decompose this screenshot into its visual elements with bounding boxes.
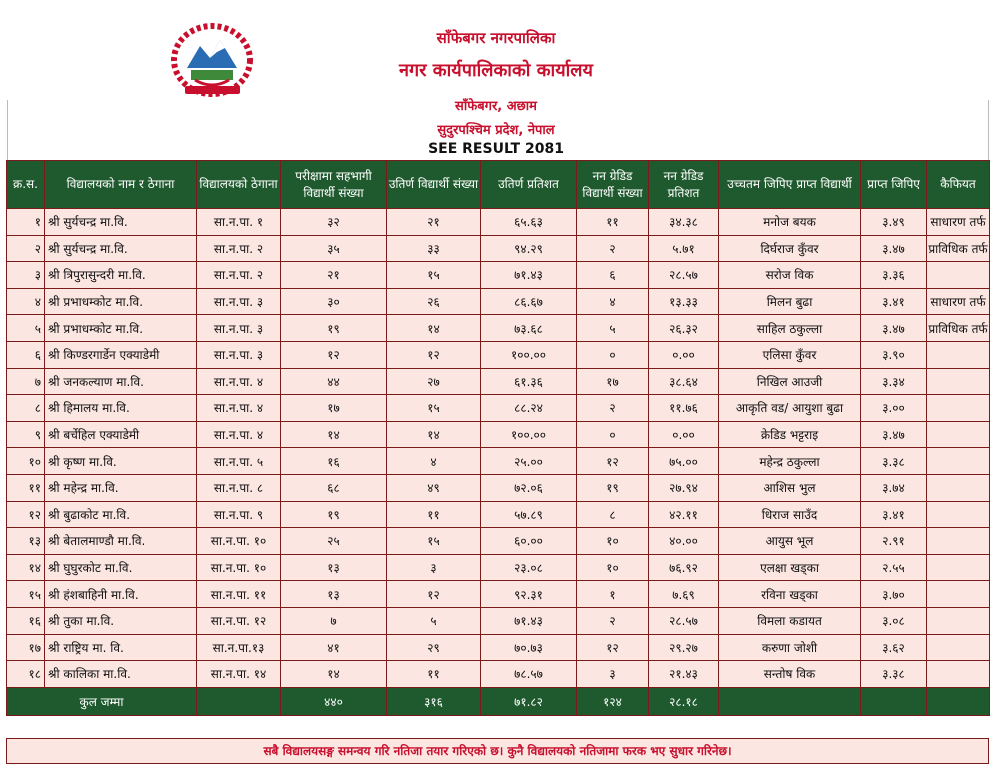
participants-count: ३५	[281, 235, 387, 262]
non-graded-percent: ३४.३८	[649, 209, 719, 236]
top-gpa: ३.४७	[861, 235, 927, 262]
passed-count: १५	[387, 528, 481, 555]
table-row	[7, 368, 990, 395]
passed-count: २९	[387, 634, 481, 661]
table-row	[7, 581, 990, 608]
non-graded-count: १२	[577, 448, 649, 475]
serial-number: ६	[7, 341, 45, 368]
table-row	[7, 421, 990, 448]
column-header: नन ग्रेडिड विद्यार्थी संख्या	[577, 161, 649, 209]
page-header	[0, 0, 992, 160]
remarks: प्राविधिक तर्फ	[927, 315, 990, 342]
top-gpa: ३.४१	[861, 288, 927, 315]
passed-count: १२	[387, 581, 481, 608]
school-address: सा.न.पा. २	[197, 235, 281, 262]
non-graded-percent: १३.३३	[649, 288, 719, 315]
school-address: सा.न.पा. ५	[197, 448, 281, 475]
passed-count: ४	[387, 448, 481, 475]
school-address: सा.न.पा. ८	[197, 474, 281, 501]
total-address-cell	[197, 687, 281, 715]
top-student: महेन्द्र ठकुल्ला	[719, 448, 861, 475]
column-header: कैफियत	[927, 161, 990, 209]
school-address: सा.न.पा. १०	[197, 528, 281, 555]
school-name: श्री कालिका मा.वि.	[45, 661, 197, 688]
participants-count: १३	[281, 581, 387, 608]
remarks	[927, 501, 990, 528]
non-graded-percent: ७६.९२	[649, 554, 719, 581]
non-graded-count: १७	[577, 368, 649, 395]
serial-number: ५	[7, 315, 45, 342]
school-name: श्री बेतालमाण्डौ मा.वि.	[45, 528, 197, 555]
non-graded-percent: २७.९४	[649, 474, 719, 501]
top-student: रविना खड्का	[719, 581, 861, 608]
school-name: श्री सुर्यचन्द्र मा.वि.	[45, 235, 197, 262]
non-graded-count: ११	[577, 209, 649, 236]
table-row	[7, 607, 990, 634]
top-student: क्रेडिड भट्टराइ	[719, 421, 861, 448]
pass-percent: ६१.३६	[481, 368, 577, 395]
total-gpa-cell	[861, 687, 927, 715]
total-non-graded-percent: २८.१८	[649, 687, 719, 715]
total-label: कुल जम्मा	[7, 687, 197, 715]
participants-count: १९	[281, 315, 387, 342]
pass-percent: १००.००	[481, 341, 577, 368]
non-graded-count: ८	[577, 501, 649, 528]
remarks	[927, 581, 990, 608]
top-gpa: ३.३४	[861, 368, 927, 395]
school-address: सा.न.पा. ४	[197, 395, 281, 422]
remarks	[927, 421, 990, 448]
school-name: श्री राष्ट्रिय मा. वि.	[45, 634, 197, 661]
school-name: श्री सुर्यचन्द्र मा.वि.	[45, 209, 197, 236]
school-name: श्री कृष्ण मा.वि.	[45, 448, 197, 475]
passed-count: २१	[387, 209, 481, 236]
top-gpa: २.५५	[861, 554, 927, 581]
pass-percent: ७०.७३	[481, 634, 577, 661]
serial-number: १८	[7, 661, 45, 688]
top-gpa: ३.४१	[861, 501, 927, 528]
table-row	[7, 262, 990, 289]
serial-number: १	[7, 209, 45, 236]
total-remarks-cell	[927, 687, 990, 715]
column-header: प्राप्त जिपिए	[861, 161, 927, 209]
top-gpa: ३.४९	[861, 209, 927, 236]
serial-number: १६	[7, 607, 45, 634]
school-address: सा.न.पा. १०	[197, 554, 281, 581]
top-student: करुणा जोशी	[719, 634, 861, 661]
school-address: सा.न.पा. ९	[197, 501, 281, 528]
column-header: उतिर्ण प्रतिशत	[481, 161, 577, 209]
school-address: सा.न.पा. ४	[197, 368, 281, 395]
pass-percent: ९४.२९	[481, 235, 577, 262]
non-graded-percent: ०.००	[649, 341, 719, 368]
column-header: उतिर्ण विद्यार्थी संख्या	[387, 161, 481, 209]
table-row	[7, 315, 990, 342]
non-graded-count: १	[577, 581, 649, 608]
pass-percent: २५.००	[481, 448, 577, 475]
top-student: आकृति वड/ आयुशा बुढा	[719, 395, 861, 422]
school-name: श्री त्रिपुरासुन्दरी मा.वि.	[45, 262, 197, 289]
pass-percent: १००.००	[481, 421, 577, 448]
column-header: परीक्षामा सहभागी विद्यार्थी संख्या	[281, 161, 387, 209]
total-participants: ४४०	[281, 687, 387, 715]
table-row	[7, 661, 990, 688]
non-graded-percent: २८.५७	[649, 262, 719, 289]
pass-percent: ६५.६३	[481, 209, 577, 236]
top-gpa: ३.३६	[861, 262, 927, 289]
top-student: एलक्षा खड्का	[719, 554, 861, 581]
top-gpa: २.९१	[861, 528, 927, 555]
non-graded-count: १०	[577, 528, 649, 555]
top-gpa: ३.७४	[861, 474, 927, 501]
non-graded-count: २	[577, 395, 649, 422]
table-header-row	[7, 161, 990, 209]
serial-number: ११	[7, 474, 45, 501]
remarks	[927, 368, 990, 395]
office-location: साँफेबगर, अछाम	[455, 99, 537, 114]
passed-count: २७	[387, 368, 481, 395]
top-student: साहिल ठकुल्ला	[719, 315, 861, 342]
school-address: सा.न.पा. १२	[197, 607, 281, 634]
school-address: सा.न.पा. ३	[197, 288, 281, 315]
top-student: आयुस भूल	[719, 528, 861, 555]
school-name: श्री घुघुरकोट मा.वि.	[45, 554, 197, 581]
pass-percent: ७१.४३	[481, 607, 577, 634]
table-row	[7, 209, 990, 236]
participants-count: ६८	[281, 474, 387, 501]
non-graded-percent: २९.२७	[649, 634, 719, 661]
total-passed: ३१६	[387, 687, 481, 715]
pass-percent: ८६.६७	[481, 288, 577, 315]
passed-count: ११	[387, 661, 481, 688]
top-gpa: ३.४७	[861, 421, 927, 448]
non-graded-count: २	[577, 607, 649, 634]
table-body	[7, 209, 990, 688]
column-header: विद्यालयको नाम र ठेगाना	[45, 161, 197, 209]
non-graded-percent: २६.३२	[649, 315, 719, 342]
top-student: निखिल आउजी	[719, 368, 861, 395]
passed-count: २६	[387, 288, 481, 315]
passed-count: १५	[387, 262, 481, 289]
table-row	[7, 528, 990, 555]
passed-count: १५	[387, 395, 481, 422]
non-graded-count: २	[577, 235, 649, 262]
left-divider	[7, 100, 8, 160]
school-name: श्री महेन्द्र मा.वि.	[45, 474, 197, 501]
serial-number: ९	[7, 421, 45, 448]
serial-number: ३	[7, 262, 45, 289]
participants-count: ७	[281, 607, 387, 634]
table-row	[7, 474, 990, 501]
passed-count: १४	[387, 315, 481, 342]
table-row	[7, 554, 990, 581]
top-student: एलिसा कुँवर	[719, 341, 861, 368]
remarks	[927, 395, 990, 422]
participants-count: १४	[281, 421, 387, 448]
remarks	[927, 634, 990, 661]
pass-percent: ५७.८९	[481, 501, 577, 528]
school-name: श्री प्रभाधम्कोट मा.वि.	[45, 288, 197, 315]
pass-percent: ९२.३१	[481, 581, 577, 608]
school-address: सा.न.पा. १४	[197, 661, 281, 688]
serial-number: १०	[7, 448, 45, 475]
top-gpa: ३.७०	[861, 581, 927, 608]
passed-count: १२	[387, 341, 481, 368]
school-address: सा.न.पा. ४	[197, 421, 281, 448]
non-graded-percent: ७५.००	[649, 448, 719, 475]
non-graded-count: ०	[577, 421, 649, 448]
passed-count: ३३	[387, 235, 481, 262]
non-graded-percent: ०.००	[649, 421, 719, 448]
top-gpa: ३.३८	[861, 661, 927, 688]
office-name: नगर कार्यपालिकाको कार्यालय	[399, 60, 593, 81]
remarks: साधारण तर्फ	[927, 288, 990, 315]
serial-number: १७	[7, 634, 45, 661]
school-name: श्री बुढाकोट मा.वि.	[45, 501, 197, 528]
table-row	[7, 395, 990, 422]
school-name: श्री जनकल्याण मा.वि.	[45, 368, 197, 395]
school-address: सा.न.पा. २	[197, 262, 281, 289]
column-header: विद्यालयको ठेगाना	[197, 161, 281, 209]
total-pass-percent: ७१.८२	[481, 687, 577, 715]
school-name: श्री तुका मा.वि.	[45, 607, 197, 634]
participants-count: १३	[281, 554, 387, 581]
remarks	[927, 661, 990, 688]
school-address: सा.न.पा.१३	[197, 634, 281, 661]
top-student: मिलन बुढा	[719, 288, 861, 315]
column-header: उच्चतम जिपिए प्राप्त विद्यार्थी	[719, 161, 861, 209]
results-table	[6, 160, 990, 716]
pass-percent: ७२.०६	[481, 474, 577, 501]
table-row	[7, 288, 990, 315]
top-student: दिर्घराज कुँवर	[719, 235, 861, 262]
school-name: श्री प्रभाधम्कोट मा.वि.	[45, 315, 197, 342]
non-graded-percent: ११.७६	[649, 395, 719, 422]
serial-number: ८	[7, 395, 45, 422]
non-graded-count: १२	[577, 634, 649, 661]
school-address: सा.न.पा. १	[197, 209, 281, 236]
top-gpa: ३.००	[861, 395, 927, 422]
pass-percent: ८८.२४	[481, 395, 577, 422]
total-topper-cell	[719, 687, 861, 715]
column-header: नन ग्रेडिड प्रतिशत	[649, 161, 719, 209]
remarks	[927, 341, 990, 368]
table-row	[7, 448, 990, 475]
passed-count: ५	[387, 607, 481, 634]
serial-number: १२	[7, 501, 45, 528]
non-graded-percent: २८.५७	[649, 607, 719, 634]
pass-percent: ७१.४३	[481, 262, 577, 289]
serial-number: १३	[7, 528, 45, 555]
top-student: सरोज विक	[719, 262, 861, 289]
footer-note: सबै विद्यालयसङ्ग समन्वय गरि नतिजा तयार गरिएको छ। कुनै विद्यालयको नतिजामा फरक भए सुधार गरिनेछ।	[6, 738, 989, 764]
serial-number: १४	[7, 554, 45, 581]
non-graded-count: १०	[577, 554, 649, 581]
remarks	[927, 474, 990, 501]
non-graded-percent: ७.६९	[649, 581, 719, 608]
pass-percent: ६०.००	[481, 528, 577, 555]
passed-count: ३	[387, 554, 481, 581]
pass-percent: ७३.६८	[481, 315, 577, 342]
top-student: मनोज बयक	[719, 209, 861, 236]
remarks	[927, 554, 990, 581]
remarks	[927, 607, 990, 634]
top-student: सन्तोष विक	[719, 661, 861, 688]
top-gpa: ३.९०	[861, 341, 927, 368]
passed-count: ४९	[387, 474, 481, 501]
top-gpa: ३.४७	[861, 315, 927, 342]
participants-count: १७	[281, 395, 387, 422]
municipality-name: साँफेबगर नगरपालिका	[436, 29, 556, 47]
serial-number: ७	[7, 368, 45, 395]
pass-percent: ७८.५७	[481, 661, 577, 688]
table-row	[7, 501, 990, 528]
school-address: सा.न.पा. ३	[197, 315, 281, 342]
passed-count: ११	[387, 501, 481, 528]
top-student: विमला कडायत	[719, 607, 861, 634]
remarks	[927, 262, 990, 289]
school-name: श्री बर्चेहिल एक्याडेमी	[45, 421, 197, 448]
top-gpa: ३.६२	[861, 634, 927, 661]
participants-count: २१	[281, 262, 387, 289]
top-student: आशिस भुल	[719, 474, 861, 501]
result-title: SEE RESULT 2081	[428, 141, 564, 157]
participants-count: १९	[281, 501, 387, 528]
passed-count: १४	[387, 421, 481, 448]
serial-number: २	[7, 235, 45, 262]
remarks	[927, 528, 990, 555]
top-gpa: ३.०८	[861, 607, 927, 634]
pass-percent: २३.०८	[481, 554, 577, 581]
school-address: सा.न.पा. ३	[197, 341, 281, 368]
non-graded-percent: ४२.११	[649, 501, 719, 528]
non-graded-count: ५	[577, 315, 649, 342]
non-graded-count: १९	[577, 474, 649, 501]
participants-count: ४१	[281, 634, 387, 661]
school-name: श्री हिमालय मा.वि.	[45, 395, 197, 422]
participants-count: ४४	[281, 368, 387, 395]
non-graded-percent: ३८.६४	[649, 368, 719, 395]
participants-count: ३२	[281, 209, 387, 236]
serial-number: ४	[7, 288, 45, 315]
column-header: क्र.स.	[7, 161, 45, 209]
right-divider	[988, 100, 989, 160]
remarks	[927, 448, 990, 475]
non-graded-count: ०	[577, 341, 649, 368]
non-graded-percent: २१.४३	[649, 661, 719, 688]
participants-count: १२	[281, 341, 387, 368]
remarks: साधारण तर्फ	[927, 209, 990, 236]
non-graded-percent: ४०.००	[649, 528, 719, 555]
table-row	[7, 341, 990, 368]
table-row	[7, 235, 990, 262]
total-row	[7, 687, 990, 715]
participants-count: ३०	[281, 288, 387, 315]
school-name: श्री हंशबाहिनी मा.वि.	[45, 581, 197, 608]
province-name: सुदुरपश्चिम प्रदेश, नेपाल	[437, 123, 555, 138]
participants-count: १४	[281, 661, 387, 688]
top-gpa: ३.३८	[861, 448, 927, 475]
table-row	[7, 634, 990, 661]
school-name: श्री किण्डरगार्डेन एक्याडेमी	[45, 341, 197, 368]
remarks: प्राविधिक तर्फ	[927, 235, 990, 262]
non-graded-count: ६	[577, 262, 649, 289]
participants-count: २५	[281, 528, 387, 555]
non-graded-count: ४	[577, 288, 649, 315]
non-graded-count: ३	[577, 661, 649, 688]
school-address: सा.न.पा. ११	[197, 581, 281, 608]
serial-number: १५	[7, 581, 45, 608]
non-graded-percent: ५.७१	[649, 235, 719, 262]
top-student: धिराज साउँद	[719, 501, 861, 528]
total-non-graded: १२४	[577, 687, 649, 715]
participants-count: १६	[281, 448, 387, 475]
